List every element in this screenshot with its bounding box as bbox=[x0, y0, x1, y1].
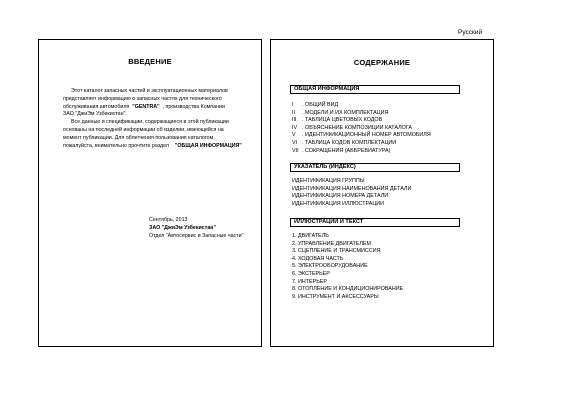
general-info-reference: "ОБЩАЯ ИНФОРМАЦИЯ" bbox=[174, 142, 242, 149]
intro-line bbox=[63, 143, 253, 151]
illustration-item[interactable]: 7. ИНТЕРЬЕР bbox=[292, 278, 327, 285]
contents-item[interactable] bbox=[292, 102, 431, 110]
general-info-list bbox=[292, 102, 431, 155]
model-name: "GENTRA" bbox=[132, 103, 160, 110]
contents-item-label: . МОДЕЛИ И ИХ КОМПЛЕКТАЦИЯ bbox=[302, 109, 389, 116]
roman-numeral: VII bbox=[292, 147, 299, 154]
intro-line: основаны на последней информации об изделии, имеющейся на bbox=[63, 126, 224, 133]
company-name: ЗАО "ДжиЭм Узбекистан" bbox=[149, 224, 216, 231]
intro-text-fragment: обслуживания автомобиля bbox=[63, 103, 130, 110]
contents-item[interactable] bbox=[292, 110, 431, 118]
roman-numeral: III bbox=[292, 117, 297, 124]
contents-item-label: . СОКРАЩЕНИЯ (АББРЕВИАТУРА) bbox=[302, 147, 391, 154]
department-name: Отдел "Автосервис и Запасные части" bbox=[149, 232, 244, 239]
introduction-text bbox=[63, 88, 253, 150]
contents-item-label: . ТАБЛИЦА ЦВЕТОВЫХ КОДОВ bbox=[302, 117, 383, 124]
illustrations-list bbox=[292, 233, 403, 301]
roman-numeral: VI bbox=[292, 139, 298, 146]
illustration-item[interactable]: 6. ЭКСТЕРЬЕР bbox=[292, 270, 330, 277]
intro-line: Этот каталог запасных частей и эксплуатационных материалов bbox=[71, 88, 228, 94]
section-header-illustrations[interactable]: ИЛЛЮСТРАЦИИ И ТЕКСТ bbox=[290, 218, 460, 227]
contents-item-label: . ОБЪЯСНЕНИЕ КОМПОЗИЦИИ КАТАЛОГА bbox=[302, 124, 412, 131]
intro-line: представляет информацию о запасных частях для технического bbox=[63, 95, 222, 102]
intro-text-fragment: , производства Компании bbox=[162, 103, 225, 110]
illustration-item[interactable]: 4. ХОДОВАЯ ЧАСТЬ bbox=[292, 255, 344, 262]
contents-page bbox=[270, 39, 494, 347]
intro-line: ЗАО "ДжиЭм Узбекистан". bbox=[63, 111, 127, 118]
index-item[interactable]: ИДЕНТИФИКАЦИЯ НАИМЕНОВАНИЯ ДЕТАЛИ bbox=[292, 185, 412, 192]
intro-line: Все данные и спецификации, содержащиеся в этой публикации bbox=[71, 119, 229, 126]
index-list bbox=[292, 178, 411, 208]
contents-title: СОДЕРЖАНИЕ bbox=[353, 58, 411, 67]
illustration-item[interactable]: 2. УПРАВЛЕНИЕ ДВИГАТЕЛЕМ bbox=[292, 240, 372, 247]
intro-line bbox=[63, 104, 253, 112]
index-item[interactable]: ИДЕНТИФИКАЦИЯ ГРУППЫ bbox=[292, 178, 365, 184]
language-label[interactable]: Русский bbox=[458, 29, 483, 36]
illustration-item[interactable]: 9. ИНСТРУМЕНТ И АКСЕССУАРЫ bbox=[292, 293, 379, 300]
illustration-item[interactable]: 5. ЭЛЕКТРООБОРУДОВАНИЕ bbox=[292, 263, 368, 270]
roman-numeral: V bbox=[292, 132, 296, 139]
roman-numeral: I bbox=[292, 102, 294, 108]
index-item[interactable]: ИДЕНТИФИКАЦИЯ НОМЕРА ДЕТАЛИ bbox=[292, 193, 389, 200]
illustration-item[interactable]: 3. СЦЕПЛЕНИЕ И ТРАНСМИССИЯ bbox=[292, 248, 381, 255]
contents-item[interactable] bbox=[292, 148, 431, 156]
contents-item-label: . ОБЩИЙ ВИД bbox=[302, 102, 339, 108]
illustration-item[interactable]: 8. ОТОПЛЕНИЕ И КОНДИЦИОНИРОВАНИЕ bbox=[292, 286, 404, 293]
roman-numeral: IV bbox=[292, 124, 298, 131]
publication-date: Сентябрь, 2013 bbox=[149, 217, 188, 223]
section-header-index[interactable]: УКАЗАТЕЛЬ (ИНДЕКС) bbox=[290, 163, 460, 172]
intro-line: момент публикации. Для облегчения пользования каталогом, bbox=[63, 134, 215, 141]
roman-numeral: II bbox=[292, 109, 295, 116]
introduction-page bbox=[38, 39, 262, 347]
signature-block bbox=[149, 217, 243, 240]
contents-item[interactable] bbox=[292, 132, 431, 140]
introduction-title: ВВЕДЕНИЕ bbox=[128, 57, 172, 66]
illustration-item[interactable]: 1. ДВИГАТЕЛЬ bbox=[292, 233, 329, 239]
index-item[interactable]: ИДЕНТИФИКАЦИЯ ИЛЛЮСТРАЦИИ bbox=[292, 200, 385, 207]
intro-text-fragment: пожалуйста, внимательно прочтите раздел bbox=[63, 142, 170, 149]
contents-item[interactable] bbox=[292, 140, 431, 148]
contents-item-label: . ТАБЛИЦА КОДОВ КОМПЛЕКТАЦИИ bbox=[302, 139, 397, 146]
contents-item[interactable] bbox=[292, 117, 431, 125]
contents-item-label: . ИДЕНТИФИКАЦИОННЫЙ НОМЕР АВТОМОБИЛЯ bbox=[302, 132, 431, 139]
section-header-general[interactable]: ОБЩАЯ ИНФОРМАЦИЯ bbox=[290, 85, 460, 94]
